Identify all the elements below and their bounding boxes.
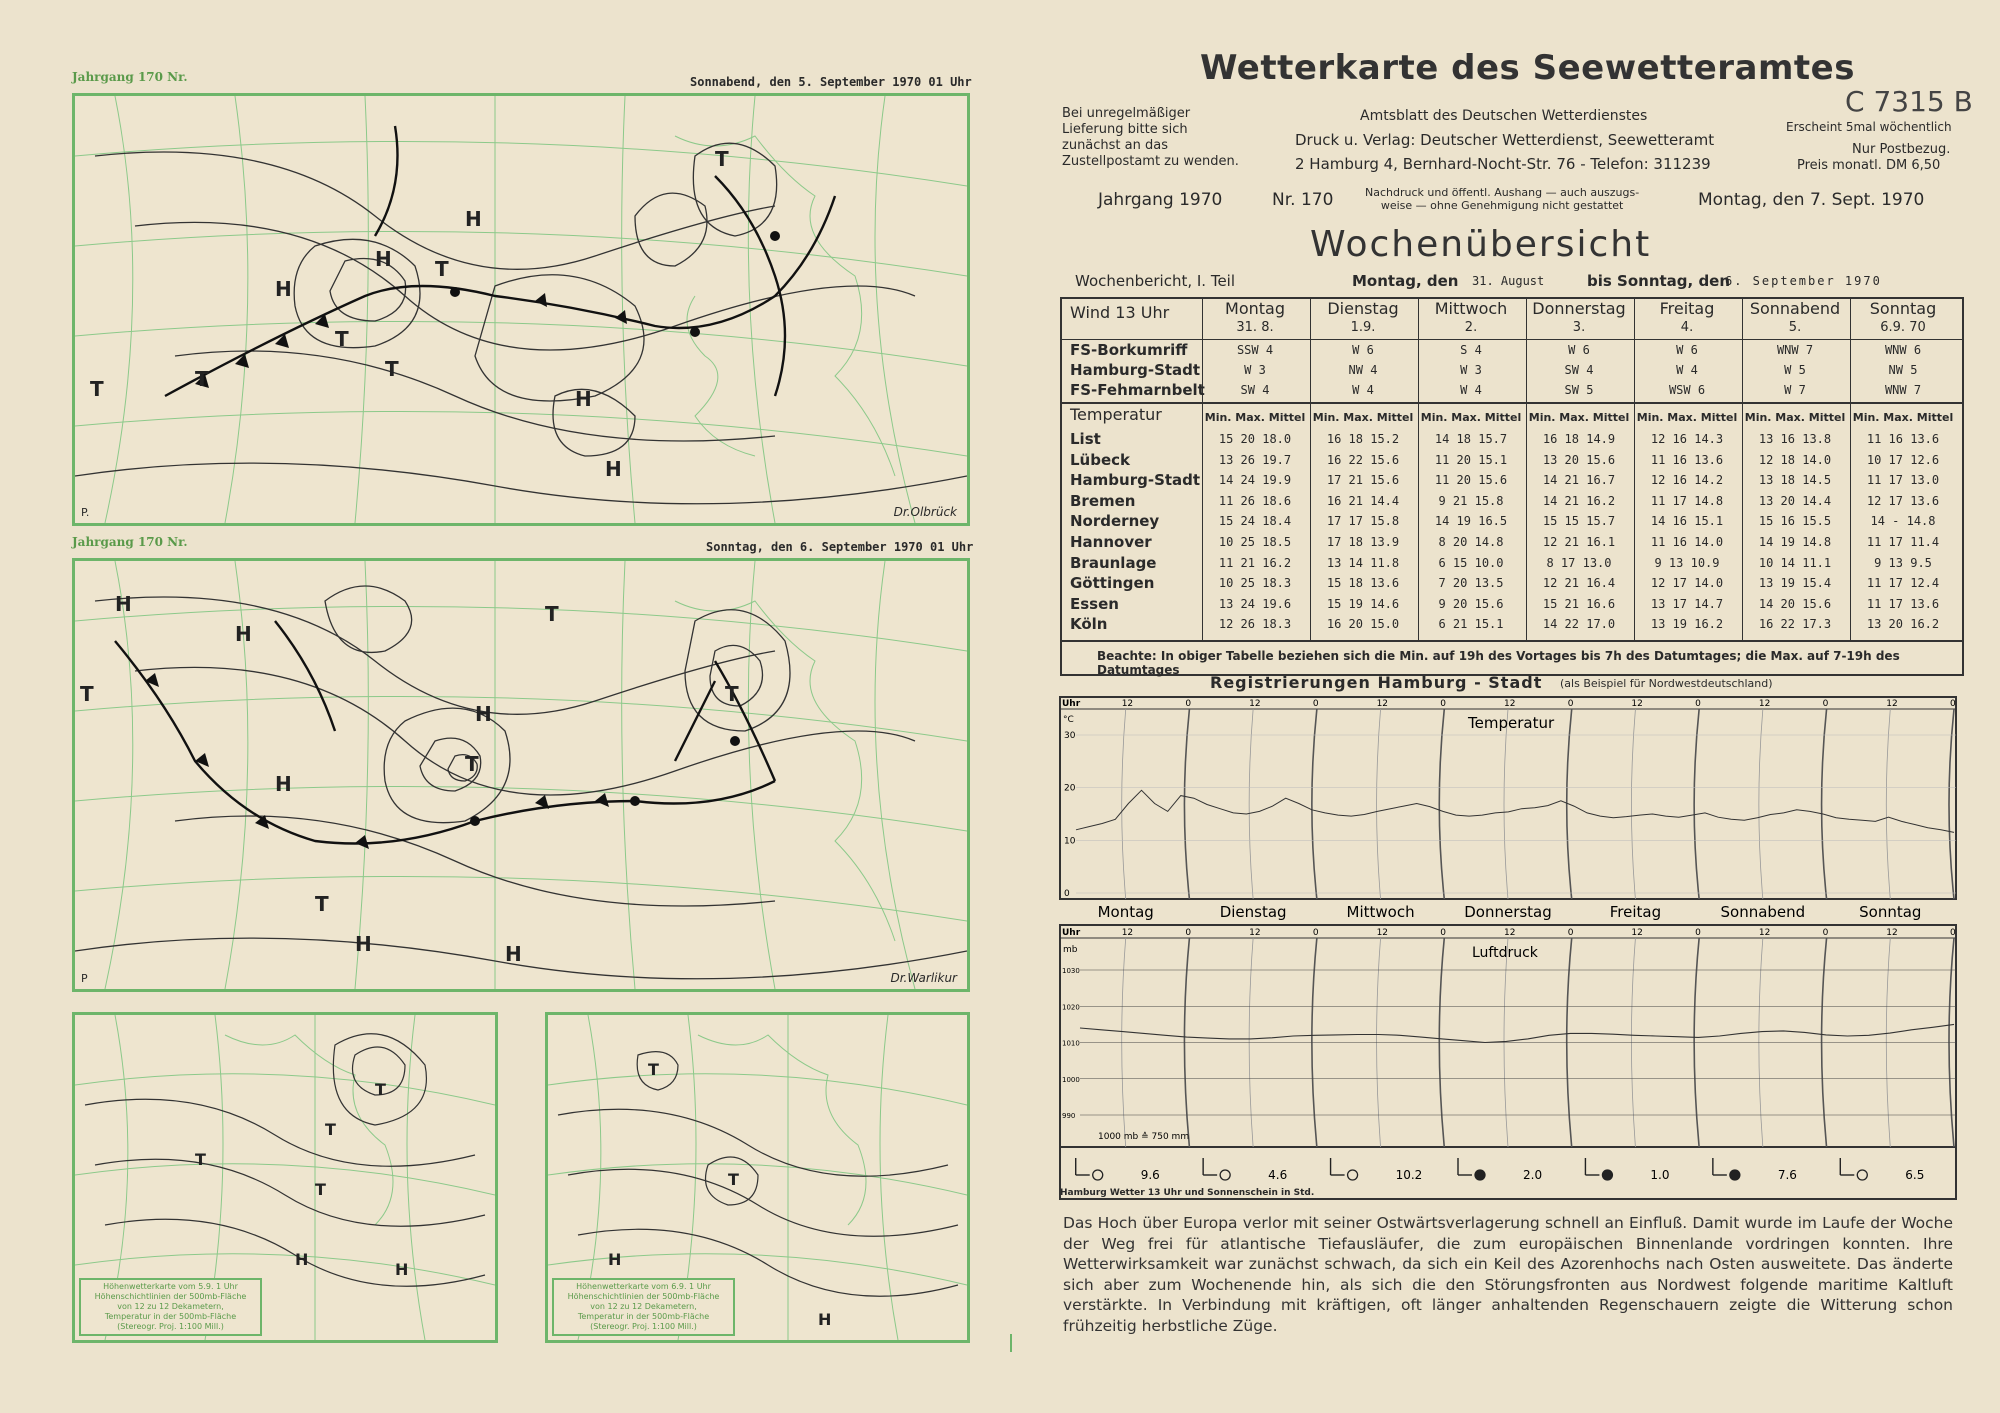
temp-noon-line <box>1504 709 1508 899</box>
day-date: 31. 8. <box>1236 320 1274 335</box>
temp-day-line <box>1822 709 1827 899</box>
temp-cell: 15 24 18.4 <box>1218 514 1292 529</box>
temp-cell: 15 20 18.0 <box>1218 432 1292 446</box>
temp-day-line <box>1439 709 1444 899</box>
temp-cell: 13 17 14.7 <box>1650 596 1724 611</box>
temp-cell: 12 17 14.0 <box>1650 576 1724 591</box>
temp-noon-line <box>1377 709 1381 899</box>
cloud-cover-icon <box>1475 1170 1485 1180</box>
temp-cell: 9 20 15.6 <box>1438 596 1504 611</box>
map3-pressure-label: T <box>315 1180 326 1199</box>
temp-cell: 11 17 13.6 <box>1866 596 1940 611</box>
temp-cell: 9 13 9.5 <box>1874 555 1932 570</box>
map3-pressure-label: T <box>325 1120 336 1139</box>
wind-station: Hamburg-Stadt <box>1070 361 1201 379</box>
temp-cell: 14 22 17.0 <box>1542 617 1616 632</box>
temp-subheader: Min. Max. Mittel <box>1852 411 1954 424</box>
period-from-label: Montag, den <box>1352 272 1459 290</box>
temp-subheader: Min. Max. Mittel <box>1744 411 1846 424</box>
temp-hour-tick: 12 <box>1504 699 1516 709</box>
temp-hour-tick: 12 <box>1376 699 1389 709</box>
wind-cell: W 7 <box>1784 383 1806 397</box>
pressure-hour-tick: 12 <box>1758 928 1771 938</box>
map2-pressure-label: T <box>545 602 559 626</box>
day-date: 2. <box>1464 320 1478 335</box>
map2-date: Sonntag, den 6. September 1970 01 Uhr <box>706 540 974 554</box>
temp-cell: 14 20 15.6 <box>1758 596 1832 611</box>
map3-pressure-label: H <box>395 1260 409 1279</box>
temp-noon-line <box>1759 709 1763 899</box>
pressure-scale-note: 1000 mb ≙ 750 mm <box>1098 1132 1190 1142</box>
period-from: 31. August <box>1472 274 1545 288</box>
report-part: Wochenbericht, I. Teil <box>1075 272 1236 290</box>
temp-cell: 16 20 15.0 <box>1326 617 1400 632</box>
temp-hour-tick: 12 <box>1121 699 1134 709</box>
temp-station: Hannover <box>1070 533 1152 551</box>
map1-pressure-label: H <box>605 457 622 481</box>
registrations-chart <box>1058 695 1962 1205</box>
registration-day-label: Montag <box>1097 903 1154 921</box>
sunshine-hours: 10.2 <box>1395 1168 1423 1182</box>
temp-hour-tick: 0 <box>1185 699 1192 709</box>
temp-cell: 11 20 15.1 <box>1434 452 1508 467</box>
temp-subheader: Min. Max. Mittel <box>1420 411 1522 424</box>
temp-cell: 13 19 16.2 <box>1650 617 1724 632</box>
day-header: Sonnabend <box>1749 299 1841 318</box>
temp-station: Braunlage <box>1070 553 1157 572</box>
map2-pressure-label: T <box>315 892 329 916</box>
map2-pressure-label: T <box>725 682 739 706</box>
temp-cell: 11 16 13.6 <box>1866 432 1940 446</box>
temp-cell: 14 24 19.9 <box>1218 473 1292 488</box>
temp-cell: 9 21 15.8 <box>1438 493 1504 508</box>
day-header: Freitag <box>1659 299 1715 318</box>
wind-station: FS-Fehmarnbelt <box>1070 381 1205 399</box>
wind-cell: W 6 <box>1352 343 1374 357</box>
temp-cell: 10 25 18.3 <box>1218 576 1292 591</box>
cloud-cover-icon <box>1730 1170 1740 1180</box>
temp-hour-tick: 0 <box>1567 699 1574 709</box>
summary-text: Das Hoch über Europa verlor mit seiner Ostwärtsverlagerung schnell an Einfluß. Damit wurde im Laufe der Woche der Weg frei für atlantische Tiefausläufer, die zum europäischen Binnenlande vordringen konnten. Ihre Wetterwirksamkeit war zunächst schwach, da sich ein Keil des Azorenhochs nach Osten ausweitete. Das änderte sich aber zum Wochenende hin, als sich die den Störungsfronten aus Nordwest folgende maritime Kaltluft verstärkte. In Verbindung mit kräftigen, oft länger anhaltenden Regenschauern zeigte die Witterung schon frühzeitig herbstliche Züge. <box>1063 1214 1953 1335</box>
period-to: 6. September 1970 <box>1725 274 1882 288</box>
temp-cell: 6 15 10.0 <box>1438 555 1504 570</box>
temp-cell: 11 20 15.6 <box>1434 473 1508 488</box>
temp-cell: 10 17 12.6 <box>1866 452 1940 467</box>
temp-hour-tick: 12 <box>1758 699 1771 709</box>
temp-station: List <box>1070 430 1101 448</box>
temp-cell: 17 18 13.9 <box>1326 535 1400 549</box>
map1-drawing <box>75 96 967 523</box>
temp-cell: 10 25 18.5 <box>1218 535 1292 549</box>
map1-pressure-label: H <box>465 207 482 231</box>
wind-cell: SW 4 <box>1564 363 1594 377</box>
temp-hour-tick: 0 <box>1822 699 1829 709</box>
registrations-title: Registrierungen Hamburg - Stadt <box>1210 673 1543 692</box>
cloud-cover-icon <box>1220 1170 1230 1180</box>
temp-cell: 14 16 15.1 <box>1650 514 1724 529</box>
temp-cell: 11 21 16.2 <box>1218 555 1292 570</box>
map2-pressure-label: H <box>475 702 492 726</box>
sunshine-hours: 2.0 <box>1523 1168 1543 1182</box>
temp-cell: 11 17 13.0 <box>1866 473 1940 488</box>
temp-cell: 6 21 15.1 <box>1438 617 1504 632</box>
temp-axis-tick: 20 <box>1064 783 1076 794</box>
temp-cell: 13 24 19.6 <box>1218 596 1292 611</box>
map2-signature: Dr.Warlikur <box>890 971 957 985</box>
wind-cell: WSW 6 <box>1668 383 1706 397</box>
temp-cell: 12 18 14.0 <box>1758 452 1832 467</box>
day-header: Sonntag <box>1869 299 1937 318</box>
temp-cell: 13 26 19.7 <box>1218 452 1292 467</box>
registration-day-label: Donnerstag <box>1464 903 1552 921</box>
temp-cell: 12 17 13.6 <box>1866 493 1940 508</box>
temp-noon-line <box>1249 709 1253 899</box>
pressure-hour-tick: 0 <box>1822 928 1829 938</box>
map2-pressure-label: H <box>115 592 132 616</box>
sunshine-footer: Hamburg Wetter 13 Uhr und Sonnenschein in Std. <box>1060 1188 1315 1198</box>
upper-air-map-sep6 <box>545 1012 970 1343</box>
temp-cell: 16 18 15.2 <box>1326 432 1400 446</box>
wind-station: FS-Borkumriff <box>1070 341 1188 359</box>
map2-pressure-label: T <box>80 682 94 706</box>
map1-pressure-label: T <box>195 367 209 391</box>
wind-cell: W 6 <box>1676 343 1698 357</box>
wind-label: Wind 13 Uhr <box>1070 303 1170 322</box>
registration-day-label: Sonnabend <box>1720 903 1806 921</box>
temp-cell: 17 17 15.8 <box>1326 514 1400 529</box>
temp-hour-tick: 0 <box>1312 699 1319 709</box>
map4-pressure-label: T <box>648 1060 659 1079</box>
registration-day-label: Mittwoch <box>1346 903 1415 921</box>
temp-subheader: Min. Max. Mittel <box>1312 411 1414 424</box>
temp-hour-tick: 12 <box>1249 699 1261 709</box>
issue-date: Montag, den 7. Sept. 1970 <box>1698 190 1925 210</box>
temp-station: Essen <box>1070 594 1119 613</box>
day-date: 6.9. 70 <box>1880 320 1926 335</box>
map3-pressure-label: H <box>295 1250 309 1269</box>
cloud-cover-icon <box>1093 1170 1103 1180</box>
temp-cell: 11 17 11.4 <box>1866 535 1940 549</box>
wind-cell: W 4 <box>1352 383 1374 397</box>
day-date: 3. <box>1572 320 1586 335</box>
map1-signature: Dr.Olbrück <box>893 505 957 519</box>
sunshine-hours: 4.6 <box>1268 1168 1288 1182</box>
temp-cell: 13 20 16.2 <box>1866 617 1940 632</box>
temp-cell: 7 20 13.5 <box>1438 576 1504 591</box>
temp-day-line <box>1184 709 1189 899</box>
temp-cell: 13 20 14.4 <box>1758 493 1832 508</box>
day-header: Dienstag <box>1327 299 1399 318</box>
temp-cell: 11 16 14.0 <box>1650 535 1724 549</box>
temp-cell: 11 17 12.4 <box>1866 576 1940 591</box>
pressure-panel-title: Luftdruck <box>1472 945 1538 961</box>
temp-cell: 15 15 15.7 <box>1542 514 1616 529</box>
wind-cell: W 6 <box>1568 343 1590 357</box>
pressure-hour-tick: 12 <box>1121 928 1134 938</box>
registration-day-label: Dienstag <box>1219 903 1287 921</box>
wind-cell: SW 4 <box>1240 383 1270 397</box>
temp-cell: 13 19 15.4 <box>1758 576 1832 591</box>
map2-pressure-label: H <box>505 942 522 966</box>
map1-pressure-label: T <box>715 147 729 171</box>
temp-axis-tick: 0 <box>1064 889 1070 899</box>
map1-corner: P. <box>81 506 90 519</box>
day-header: Donnerstag <box>1532 299 1626 318</box>
registrations-subtitle: (als Beispiel für Nordwestdeutschland) <box>1560 677 1773 690</box>
weather-map-sep6 <box>72 558 970 992</box>
pressure-axis-tick: 1030 <box>1062 967 1080 975</box>
temp-subheader: Min. Max. Mittel <box>1528 411 1630 424</box>
map2-pressure-label: H <box>355 932 372 956</box>
upper-air-map-sep5 <box>72 1012 498 1343</box>
temp-cell: 15 16 15.5 <box>1758 514 1832 529</box>
hour-unit-label: Uhr <box>1062 699 1081 709</box>
temp-cell: 16 18 14.9 <box>1542 432 1616 446</box>
cloud-cover-icon <box>1348 1170 1358 1180</box>
delivery-notice: Bei unregelmäßiger Lieferung bitte sich zunächst an das Zustellpostamt zu wenden. <box>1062 106 1239 169</box>
map1-pressure-label: H <box>375 247 392 271</box>
pressure-unit: mb <box>1063 945 1078 955</box>
period-to-label: bis Sonntag, den <box>1587 272 1731 290</box>
map2-pressure-label: H <box>275 772 292 796</box>
temp-cell: 14 21 16.7 <box>1542 473 1616 488</box>
map1-pressure-label: T <box>90 377 104 401</box>
map2-pressure-label: H <box>235 622 252 646</box>
temp-station: Köln <box>1070 615 1108 634</box>
hour-unit-label: Uhr <box>1062 928 1081 938</box>
map1-pressure-label: H <box>575 387 592 411</box>
weather-map-sep5 <box>72 93 970 526</box>
temp-cell: 12 21 16.1 <box>1542 535 1616 549</box>
temp-label: Temperatur <box>1070 405 1162 424</box>
temp-day-line <box>1312 709 1317 899</box>
temp-noon-line <box>1122 709 1126 899</box>
temp-station: Norderney <box>1070 512 1160 531</box>
temp-cell: 9 13 10.9 <box>1654 555 1720 570</box>
temp-cell: 14 19 16.5 <box>1434 514 1508 529</box>
map4-pressure-label: T <box>728 1170 739 1189</box>
map1-date: Sonnabend, den 5. September 1970 01 Uhr <box>690 75 972 89</box>
registration-day-label: Sonntag <box>1859 903 1922 921</box>
temp-hour-tick: 0 <box>1695 699 1701 709</box>
temp-cell: 11 26 18.6 <box>1218 493 1292 508</box>
temp-cell: 14 21 16.2 <box>1542 493 1616 508</box>
temp-day-line <box>1949 709 1954 899</box>
wind-cell: W 4 <box>1676 363 1698 377</box>
wind-cell: SW 5 <box>1564 383 1594 397</box>
sunshine-hours: 7.6 <box>1777 1168 1797 1182</box>
map1-pressure-label: H <box>275 277 292 301</box>
temp-axis-tick: 10 <box>1064 836 1076 847</box>
temp-cell: 12 16 14.2 <box>1650 473 1724 488</box>
temp-cell: 8 17 13.0 <box>1546 555 1612 570</box>
temp-subheader: Min. Max. Mittel <box>1636 411 1738 424</box>
pressure-hour-tick: 12 <box>1249 928 1261 938</box>
registration-day-label: Freitag <box>1609 903 1662 921</box>
wind-cell: SSW 4 <box>1236 343 1274 357</box>
temp-station: Göttingen <box>1070 574 1155 593</box>
temp-cell: 15 21 16.6 <box>1542 596 1616 611</box>
day-header: Mittwoch <box>1434 299 1508 318</box>
postal-note: Nur Postbezug. <box>1852 142 1951 157</box>
pressure-axis-tick: 1000 <box>1062 1075 1080 1084</box>
wind-cell: NW 4 <box>1348 363 1378 377</box>
pressure-hour-tick: 12 <box>1376 928 1389 938</box>
temp-cell: 10 14 11.1 <box>1758 555 1832 570</box>
map4-pressure-label: H <box>818 1310 832 1329</box>
temp-cell: 16 22 15.6 <box>1326 452 1400 467</box>
temp-cell: 15 18 13.6 <box>1326 576 1400 591</box>
pressure-hour-tick: 0 <box>1695 928 1701 938</box>
temp-cell: 13 18 14.5 <box>1758 473 1832 488</box>
temp-cell: 13 14 11.8 <box>1326 555 1400 570</box>
temp-cell: 11 16 13.6 <box>1650 452 1724 467</box>
wind-cell: WNW 7 <box>1884 383 1922 397</box>
temp-cell: 13 16 13.8 <box>1758 432 1832 446</box>
temp-noon-line <box>1631 709 1635 899</box>
temp-cell: 8 20 14.8 <box>1438 535 1504 549</box>
map4-pressure-label: H <box>608 1250 622 1269</box>
pressure-axis-tick: 1010 <box>1062 1039 1080 1048</box>
temp-subheader: Min. Max. Mittel <box>1204 411 1306 424</box>
temp-cell: 16 21 14.4 <box>1326 493 1400 508</box>
wind-cell: NW 5 <box>1888 363 1918 377</box>
temp-cell: 13 20 15.6 <box>1542 452 1616 467</box>
gutter-mark <box>1010 1334 1012 1352</box>
volume: Jahrgang 1970 <box>1098 190 1223 210</box>
temp-cell: 12 16 14.3 <box>1650 432 1724 446</box>
map1-pressure-label: T <box>335 327 349 351</box>
map3-pressure-label: T <box>195 1150 206 1169</box>
temp-cell: 11 17 14.8 <box>1650 493 1724 508</box>
map3-pressure-label: T <box>375 1080 386 1099</box>
publisher: Druck u. Verlag: Deutscher Wetterdienst, Seewetteramt <box>1295 131 1715 149</box>
temp-cell: 14 19 14.8 <box>1758 535 1832 549</box>
pressure-hour-tick: 12 <box>1504 928 1516 938</box>
wind-cell: W 4 <box>1460 383 1482 397</box>
temp-day-line <box>1694 709 1699 899</box>
map1-jahrgang: Jahrgang 170 Nr. <box>72 70 188 84</box>
pressure-axis-tick: 1020 <box>1062 1003 1080 1012</box>
temp-noon-line <box>1886 709 1890 899</box>
map3-caption: Höhenwetterkarte vom 5.9. 1 Uhr Höhenschichtlinien der 500mb-Fläche von 12 zu 12 Dekametern, Temperatur in der 500mb-Fläche (Stereogr. Proj. 1:100 Mill.) <box>79 1278 262 1336</box>
map4-caption: Höhenwetterkarte vom 6.9. 1 Uhr Höhenschichtlinien der 500mb-Fläche von 12 zu 12 Dekametern, Temperatur in der 500mb-Fläche (Stereogr. Proj. 1:100 Mill.) <box>552 1278 735 1336</box>
temp-station: Bremen <box>1070 491 1136 510</box>
pressure-hour-tick: 12 <box>1886 928 1898 938</box>
temp-axis-tick: 30 <box>1064 731 1076 741</box>
wind-cell: S 4 <box>1460 343 1482 357</box>
wind-cell: WNW 6 <box>1884 343 1922 357</box>
page-title: Wetterkarte des Seewetteramtes <box>1200 48 1855 88</box>
temp-cell: 17 21 15.6 <box>1326 473 1400 488</box>
pressure-hour-tick: 0 <box>1312 928 1319 938</box>
day-date: 5. <box>1788 320 1802 335</box>
issue-number: Nr. 170 <box>1272 190 1334 210</box>
wind-cell: W 3 <box>1244 363 1266 377</box>
price: Preis monatl. DM 6,50 <box>1797 158 1941 173</box>
temp-hour-tick: 12 <box>1886 699 1898 709</box>
map2-pressure-label: T <box>465 752 479 776</box>
map2-drawing <box>75 561 967 989</box>
day-date: 4. <box>1680 320 1694 335</box>
sunshine-hours: 6.5 <box>1905 1168 1925 1182</box>
pressure-trace <box>1080 1024 1954 1042</box>
pressure-hour-tick: 0 <box>1440 928 1447 938</box>
temp-cell: 12 26 18.3 <box>1218 617 1292 632</box>
map2-corner: P <box>81 972 88 985</box>
temp-cell: 14 18 15.7 <box>1434 432 1508 446</box>
temp-cell: 15 19 14.6 <box>1326 596 1400 611</box>
day-date: 1.9. <box>1350 320 1376 335</box>
temp-cell: 14 - 14.8 <box>1870 514 1936 529</box>
wind-cell: W 3 <box>1460 363 1482 377</box>
table-footnote: Beachte: In obiger Tabelle beziehen sich die Min. auf 19h des Vortages bis 7h des Datumtages; die Max. auf 7-19h des Datumtages <box>1060 640 1964 676</box>
copyright-note: Nachdruck und öffentl. Aushang — auch auszugs- weise — ohne Genehmigung nicht gestattet <box>1365 186 1640 212</box>
address: 2 Hamburg 4, Bernhard-Nocht-Str. 76 - Telefon: 311239 <box>1295 155 1711 173</box>
temp-hour-tick: 0 <box>1950 699 1956 709</box>
map2-jahrgang: Jahrgang 170 Nr. <box>72 535 188 549</box>
pressure-hour-tick: 0 <box>1185 928 1192 938</box>
pressure-axis-tick: 990 <box>1062 1112 1076 1120</box>
overview-title: Wochenübersicht <box>1310 224 1652 265</box>
wind-cell: WNW 7 <box>1776 343 1814 357</box>
amtsblatt: Amtsblatt des Deutschen Wetterdienstes <box>1360 108 1648 124</box>
temp-hour-tick: 0 <box>1440 699 1447 709</box>
temp-panel-title: Temperatur <box>1468 714 1555 732</box>
temp-station: Lübeck <box>1070 450 1131 469</box>
sunshine-hours: 1.0 <box>1650 1168 1670 1182</box>
issue-code: C 7315 B <box>1845 85 1973 118</box>
cloud-cover-icon <box>1602 1170 1612 1180</box>
wind-cell: W 5 <box>1784 363 1806 377</box>
temp-station: Hamburg-Stadt <box>1070 471 1201 490</box>
frequency: Erscheint 5mal wöchentlich <box>1786 120 1952 134</box>
temp-cell: 16 22 17.3 <box>1758 617 1832 632</box>
pressure-hour-tick: 0 <box>1950 928 1956 938</box>
temp-hour-tick: 12 <box>1631 699 1643 709</box>
temp-unit: °C <box>1063 715 1074 725</box>
sunshine-hours: 9.6 <box>1140 1168 1160 1182</box>
map1-pressure-label: T <box>435 257 449 281</box>
pressure-hour-tick: 12 <box>1631 928 1643 938</box>
pressure-hour-tick: 0 <box>1567 928 1574 938</box>
day-header: Montag <box>1225 299 1285 318</box>
map1-pressure-label: T <box>385 357 399 381</box>
cloud-cover-icon <box>1857 1170 1867 1180</box>
temp-cell: 12 21 16.4 <box>1542 576 1616 591</box>
